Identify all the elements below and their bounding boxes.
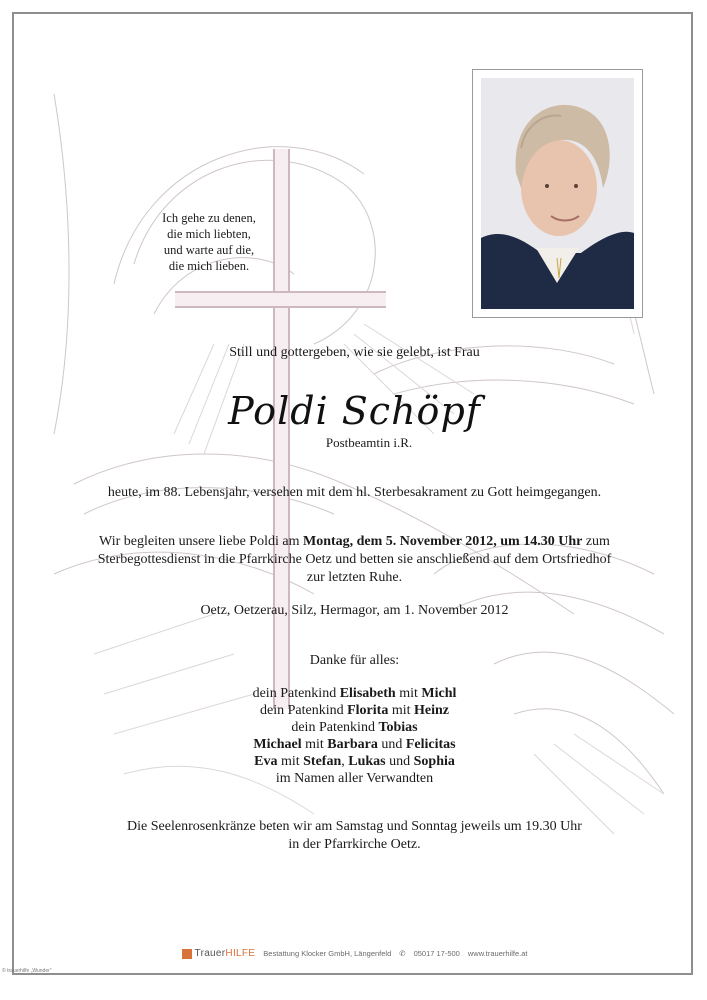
mourner-text: mit xyxy=(301,737,328,752)
mourner-text: mit xyxy=(388,703,414,718)
place-date: Oetz, Oetzerau, Silz, Hermagor, am 1. November 2012 xyxy=(200,603,509,618)
mourner-row xyxy=(14,753,693,770)
mourner-name: Elisabeth xyxy=(339,686,396,701)
logo-text: Trauer xyxy=(194,948,226,959)
mourner-row xyxy=(14,736,693,753)
mourner-text: mit xyxy=(277,754,304,769)
thanks-heading: Danke für alles: xyxy=(309,653,400,668)
mourner-name: Eva xyxy=(254,754,278,769)
mourner-row xyxy=(14,719,693,736)
deceased-title: Postbeamtin i.R. xyxy=(325,435,413,450)
mourner-row xyxy=(14,702,693,719)
cross-horizontal xyxy=(175,291,386,308)
logo-text-accent: HILFE xyxy=(225,948,256,959)
funeral-date: Montag, dem 5. November 2012, um 14.30 Uhr xyxy=(302,534,583,549)
mourner-text: dein Patenkind xyxy=(252,686,340,701)
funeral-text: zum xyxy=(582,534,610,549)
portrait-photo xyxy=(481,78,634,309)
rosary-line-1: Die Seelenrosenkränze beten wir am Samstag und Sonntag jeweils um 19.30 Uhr xyxy=(127,819,582,834)
mourner-text: dein Patenkind xyxy=(260,703,348,718)
quote-line: und warte auf die, xyxy=(163,243,255,257)
quote-line: die mich lieben. xyxy=(168,259,250,273)
mourner-name: Florita xyxy=(347,703,389,718)
mourner-name: Felicitas xyxy=(405,737,456,752)
footer-web[interactable]: www.trauerhilfe.at xyxy=(467,949,528,958)
mourner-name: Lukas xyxy=(348,754,386,769)
mourner-name: Tobias xyxy=(378,720,418,735)
mourner-row xyxy=(14,685,693,702)
mourner-name: Michl xyxy=(421,686,457,701)
funeral-line-2: Sterbegottesdienst in die Pfarrkirche Oetz und betten sie anschließend auf dem Ortsfriedhof xyxy=(97,552,612,567)
obituary-card xyxy=(12,12,693,975)
mourner-text: und xyxy=(377,737,406,752)
mourner-name: Michael xyxy=(253,737,302,752)
quote xyxy=(129,210,289,274)
mourner-text: und xyxy=(385,754,414,769)
mourner-name: Stefan xyxy=(303,754,342,769)
mourner-text: dein Patenkind xyxy=(291,720,379,735)
logo-icon xyxy=(182,949,192,959)
phone-icon: ✆ xyxy=(399,949,406,958)
funeral-line-3: zur letzten Ruhe. xyxy=(306,570,403,585)
quote-line: Ich gehe zu denen, xyxy=(162,211,256,225)
intro-text: Still und gottergeben, wie sie gelebt, ist Frau xyxy=(229,345,480,360)
mourner-text: mit xyxy=(395,686,422,701)
mourner-text: , xyxy=(341,754,349,769)
footer-company: Bestattung Klocker GmbH, Längenfeld xyxy=(263,949,392,958)
trauerhilfe-logo xyxy=(182,948,256,959)
deceased-name: Poldi Schöpf xyxy=(228,389,481,433)
mourner-name: Sophia xyxy=(413,754,455,769)
footer-phone: 05017 17-500 xyxy=(413,949,460,958)
passing-text: heute, im 88. Lebensjahr, versehen mit dem hl. Sterbesakrament zu Gott heimgegangen. xyxy=(107,485,602,500)
rosary-line-2: in der Pfarrkirche Oetz. xyxy=(288,837,421,852)
side-credit: © trauerhilfe „Wunder“ xyxy=(2,968,52,974)
mourner-name: Heinz xyxy=(414,703,449,718)
mourner-name: Barbara xyxy=(327,737,378,752)
funeral-text: Wir begleiten unsere liebe Poldi am xyxy=(99,534,303,549)
funeral-line-1 xyxy=(14,533,693,551)
mourner-row: im Namen aller Verwandten xyxy=(275,771,434,786)
portrait-frame xyxy=(472,69,643,318)
footer xyxy=(14,948,693,959)
quote-line: die mich liebten, xyxy=(167,227,251,241)
